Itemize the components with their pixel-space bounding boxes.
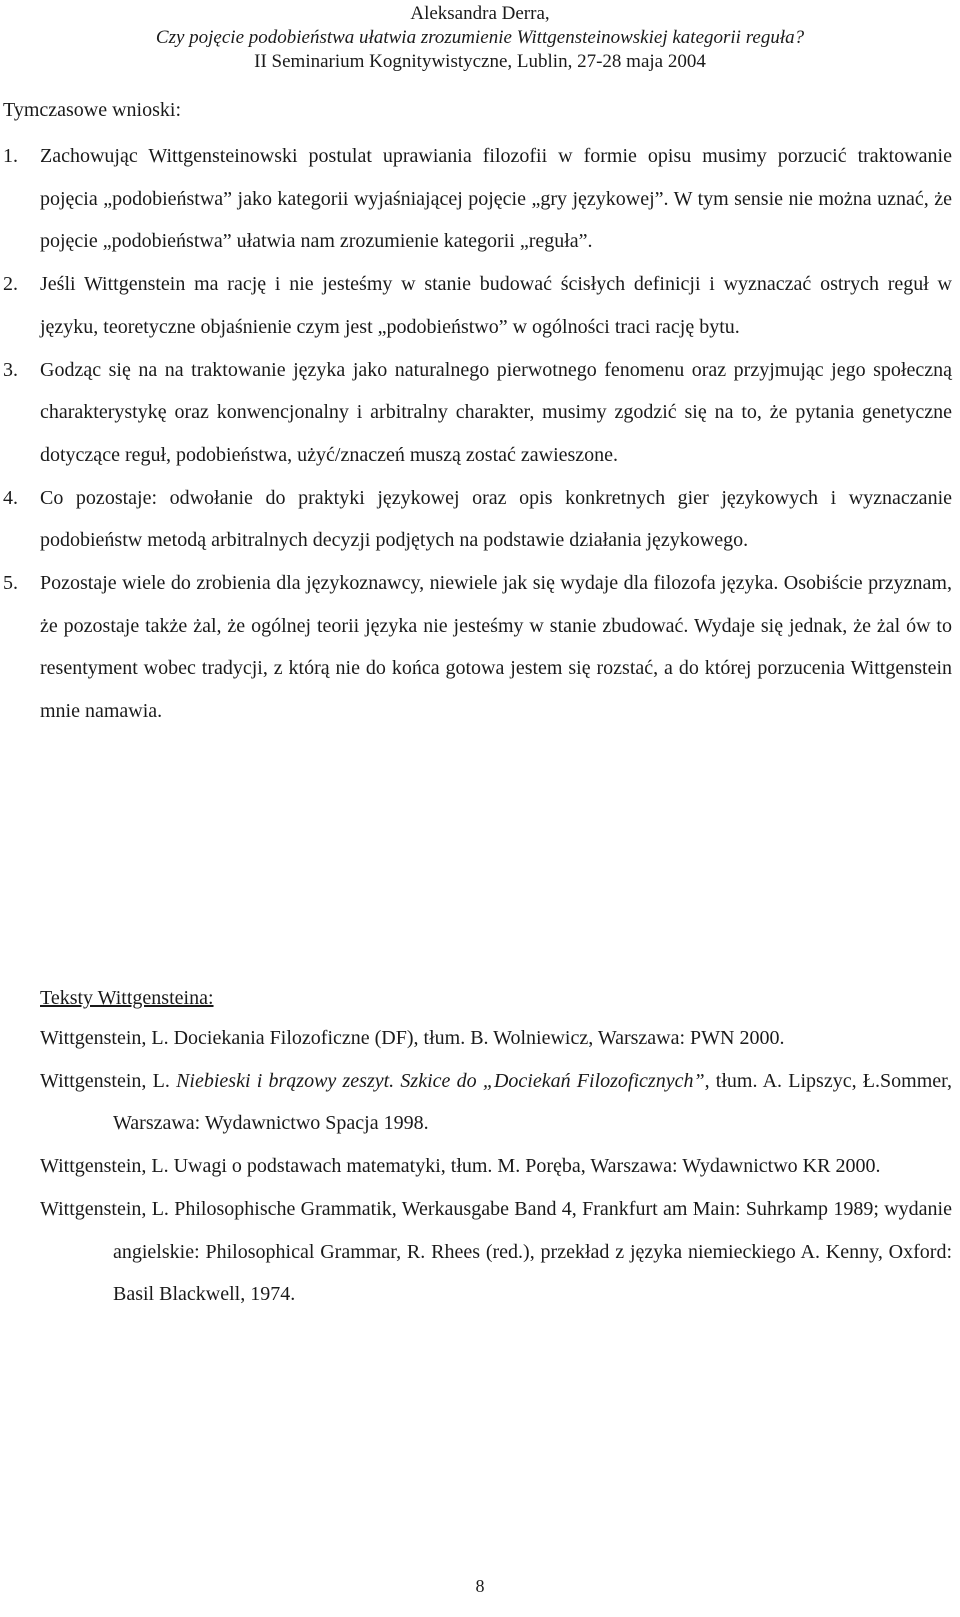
bibliography-title: Teksty Wittgensteina: <box>40 987 214 1009</box>
conclusion-text: Co pozostaje: odwołanie do praktyki językowej oraz opis konkretnych gier językowych i wyznaczanie podobieństw metodą arbitralnych decyzji podjętych na podstawie działania językowego. <box>40 486 952 552</box>
conclusions-list <box>0 135 960 733</box>
conclusion-item <box>0 477 960 562</box>
header-title: Czy pojęcie podobieństwa ułatwia zrozumienie Wittgensteinowskiej kategorii reguła? <box>155 27 805 48</box>
header-event: II Seminarium Kognitywistyczne, Lublin, 27-28 maja 2004 <box>254 51 706 72</box>
bibliography-list <box>40 1017 952 1316</box>
entry-text: Wittgenstein, L. Uwagi o podstawach matematyki, tłum. M. Poręba, Warszawa: Wydawnictwo KR 2000. <box>40 1155 881 1178</box>
conclusion-text: Godząc się na na traktowanie języka jako naturalnego pierwotnego fenomenu oraz przyjmując jego społeczną charakterystykę oraz konwencjonalny i arbitralny charakter, musimy zgodzić się na to, że pytania genetyczne dotyczące reguł, podobieństwa, użyć/znaczeń muszą zostać zawieszone. <box>40 358 952 466</box>
conclusion-number: 1. <box>3 145 18 167</box>
section-title: Tymczasowe wnioski: <box>3 99 182 121</box>
conclusion-number: 5. <box>3 572 18 595</box>
conclusion-item <box>0 135 960 263</box>
bibliography-entry <box>40 1060 952 1145</box>
entry-text: Wittgenstein, L. Philosophische Grammatik, Werkausgabe Band 4, Frankfurt am Main: Suhrkamp 1989; wydanie angielskie: Philosophical Grammar, R. Rhees (red.), przekład z języka niemieckiego A. Kenny, Oxford: Basil Blackwell, 1974. <box>40 1197 952 1306</box>
conclusion-text: Pozostaje wiele do zrobienia dla językoznawcy, niewiele jak się wydaje dla filozofa języka. Osobiście przyznam, że pozostaje także żal, że ogólnej teorii języka nie jesteśmy w stanie zbudować. Wydaje się jednak, że żal ów to resentyment wobec tradycji, z którą nie do końca gotowa jestem się rozstać, a do której porzucenia Wittgenstein mnie namawia. <box>40 572 952 723</box>
conclusion-item <box>0 263 960 348</box>
header-author: Aleksandra Derra, <box>410 3 550 24</box>
bibliography-entry <box>40 1188 952 1316</box>
conclusion-item <box>0 562 960 733</box>
running-header <box>0 2 960 74</box>
conclusion-number: 4. <box>3 486 18 509</box>
conclusion-number: 2. <box>3 273 18 296</box>
conclusion-item <box>0 349 960 477</box>
bibliography-entry <box>40 1145 952 1188</box>
conclusion-text: Jeśli Wittgenstein ma rację i nie jesteśmy w stanie budować ścisłych definicji i wyznaczać ostrych reguł w języku, teoretyczne objaśnienie czym jest „podobieństwo” w ogólności traci rację bytu. <box>40 273 952 338</box>
conclusion-number: 3. <box>3 358 18 381</box>
entry-text: Wittgenstein, L. Dociekania Filozoficzne (DF), tłum. B. Wolniewicz, Warszawa: PWN 2000. <box>40 1027 785 1049</box>
page-number: 8 <box>475 1576 485 1596</box>
entry-italic-title: Niebieski i brązowy zeszyt. Szkice do „Dociekań Filozoficznych” <box>176 1069 705 1092</box>
entry-text: Wittgenstein, L. <box>40 1069 177 1092</box>
bibliography-entry <box>40 1017 952 1060</box>
entry-text-tail: , tłum. A. Lipszyc, Ł.Sommer, Warszawa: Wydawnictwo Spacja 1998. <box>113 1069 952 1135</box>
conclusion-text: Zachowując Wittgensteinowski postulat uprawiania filozofii w formie opisu musimy porzucić traktowanie pojęcia „podobieństwa” jako kategorii wyjaśniającej pojęcie „gry językowej”. W tym sensie nie można uznać, że pojęcie „podobieństwa” ułatwia nam zrozumienie kategorii „reguła”. <box>40 145 952 253</box>
